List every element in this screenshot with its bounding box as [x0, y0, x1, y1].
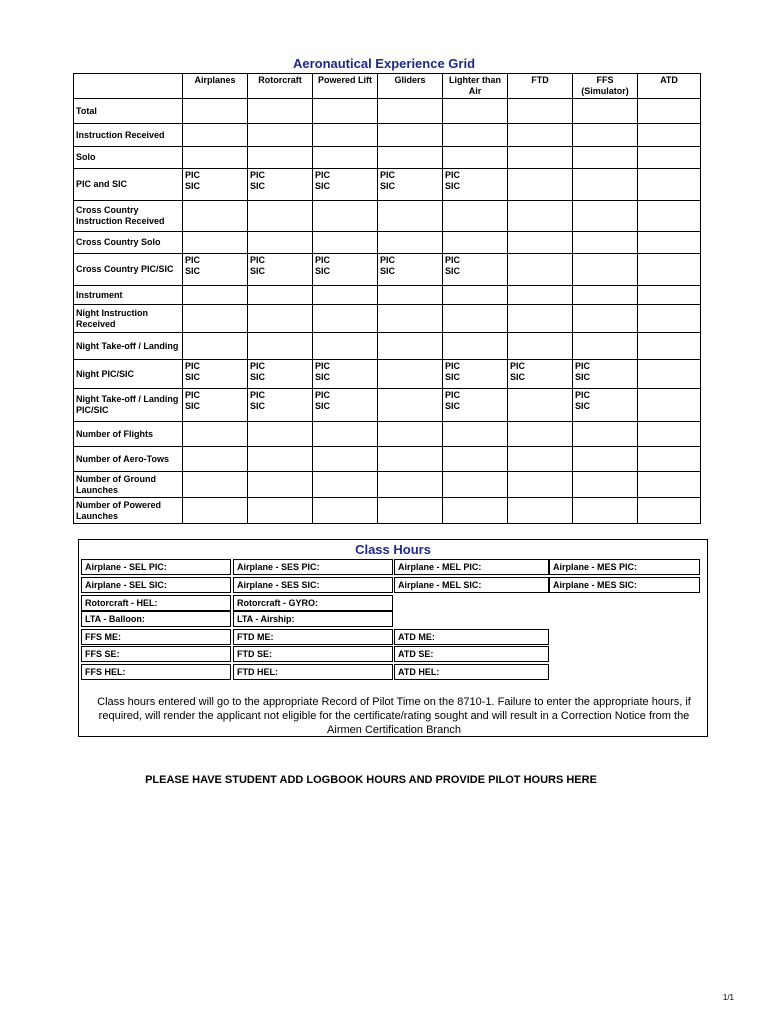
- row-label: Night PIC/SIC: [74, 360, 183, 389]
- logbook-instruction: PLEASE HAVE STUDENT ADD LOGBOOK HOURS AND PROVIDE PILOT HOURS HERE: [145, 774, 597, 786]
- grid-cell[interactable]: [573, 472, 638, 498]
- grid-cell[interactable]: [313, 333, 378, 360]
- cell-marker: PIC: [315, 361, 331, 371]
- cell-marker: SIC: [510, 372, 526, 382]
- aeronautical-experience-grid: [73, 73, 701, 524]
- cell-marker: SIC: [445, 372, 461, 382]
- cell-marker: SIC: [250, 266, 266, 276]
- grid-cell[interactable]: [573, 147, 638, 169]
- cell-marker: PIC: [445, 361, 461, 371]
- field-ftd-me[interactable]: FTD ME:: [233, 629, 393, 645]
- grid-cell[interactable]: [378, 472, 443, 498]
- grid-cell[interactable]: [248, 99, 313, 124]
- field-atd-me[interactable]: ATD ME:: [394, 629, 549, 645]
- grid-cell[interactable]: [248, 472, 313, 498]
- cell-marker: SIC: [380, 266, 396, 276]
- grid-cell[interactable]: [248, 389, 313, 422]
- cell-marker: PIC: [250, 170, 266, 180]
- field-lta-balloon[interactable]: LTA - Balloon:: [81, 611, 231, 627]
- grid-cell[interactable]: [638, 201, 701, 232]
- grid-cell[interactable]: [183, 305, 248, 333]
- field-atd-se[interactable]: ATD SE:: [394, 646, 549, 662]
- grid-cell[interactable]: [313, 201, 378, 232]
- cell-marker: SIC: [185, 266, 201, 276]
- cell-marker: SIC: [445, 266, 461, 276]
- cell-marker: SIC: [250, 181, 266, 191]
- grid-cell[interactable]: [183, 232, 248, 254]
- row-label: PIC and SIC: [74, 169, 183, 201]
- grid-cell[interactable]: [638, 232, 701, 254]
- grid-cell[interactable]: [443, 472, 508, 498]
- grid-cell[interactable]: [378, 498, 443, 524]
- table-row: [74, 286, 701, 305]
- table-row: [74, 422, 701, 447]
- grid-cell[interactable]: [378, 286, 443, 305]
- field-ftd-hel[interactable]: FTD HEL:: [233, 664, 393, 680]
- field-airplane-ses-sic[interactable]: Airplane - SES SIC:: [233, 577, 393, 593]
- cell-marker: PIC: [185, 170, 201, 180]
- field-ffs-se[interactable]: FFS SE:: [81, 646, 231, 662]
- grid-column-header: Gliders: [378, 74, 443, 99]
- row-label: Instruction Received: [74, 124, 183, 147]
- grid-cell[interactable]: [248, 498, 313, 524]
- grid-cell[interactable]: [508, 498, 573, 524]
- grid-cell[interactable]: [183, 254, 248, 286]
- grid-cell[interactable]: [313, 447, 378, 472]
- grid-cell[interactable]: [183, 498, 248, 524]
- grid-cell[interactable]: [183, 447, 248, 472]
- grid-cell[interactable]: [248, 305, 313, 333]
- field-airplane-mes-pic[interactable]: Airplane - MES PIC:: [549, 559, 700, 575]
- grid-cell[interactable]: [378, 254, 443, 286]
- grid-cell[interactable]: [508, 232, 573, 254]
- table-row: [74, 447, 701, 472]
- grid-column-header: Lighter than Air: [443, 74, 508, 99]
- grid-cell[interactable]: [183, 286, 248, 305]
- grid-cell[interactable]: [313, 498, 378, 524]
- grid-cell[interactable]: [183, 201, 248, 232]
- cell-marker: PIC: [510, 361, 526, 371]
- grid-cell[interactable]: [378, 422, 443, 447]
- cell-marker: PIC: [315, 390, 331, 400]
- grid-cell[interactable]: [248, 169, 313, 201]
- cell-marker: PIC: [575, 361, 591, 371]
- cell-marker: PIC: [315, 255, 331, 265]
- field-airplane-ses-pic[interactable]: Airplane - SES PIC:: [233, 559, 393, 575]
- cell-marker: PIC: [575, 390, 591, 400]
- grid-cell[interactable]: [183, 147, 248, 169]
- cell-marker: SIC: [575, 372, 591, 382]
- grid-cell[interactable]: [573, 422, 638, 447]
- grid-cell[interactable]: [248, 232, 313, 254]
- grid-cell[interactable]: [508, 472, 573, 498]
- grid-column-header: ATD: [638, 74, 701, 99]
- row-label: Night Instruction Received: [74, 305, 183, 333]
- grid-cell[interactable]: [248, 286, 313, 305]
- table-row: [74, 147, 701, 169]
- grid-cell[interactable]: [508, 333, 573, 360]
- grid-cell[interactable]: [183, 169, 248, 201]
- row-label: Cross Country Instruction Received: [74, 201, 183, 232]
- cell-marker: PIC: [185, 361, 201, 371]
- grid-cell[interactable]: [443, 232, 508, 254]
- table-row: [74, 169, 701, 201]
- grid-cell[interactable]: [443, 498, 508, 524]
- cell-marker: SIC: [445, 181, 461, 191]
- grid-cell[interactable]: [573, 447, 638, 472]
- cell-marker: SIC: [250, 372, 266, 382]
- grid-cell[interactable]: [508, 422, 573, 447]
- grid-cell[interactable]: [573, 360, 638, 389]
- grid-cell[interactable]: [638, 360, 701, 389]
- grid-cell[interactable]: [443, 99, 508, 124]
- grid-cell[interactable]: [508, 286, 573, 305]
- grid-cell[interactable]: [313, 124, 378, 147]
- grid-cell[interactable]: [508, 360, 573, 389]
- grid-column-header: Powered Lift: [313, 74, 378, 99]
- row-label: Instrument: [74, 286, 183, 305]
- grid-cell[interactable]: [443, 422, 508, 447]
- grid-cell[interactable]: [638, 99, 701, 124]
- cell-marker: SIC: [315, 372, 331, 382]
- page-number: 1/1: [722, 993, 734, 1002]
- table-row: [74, 201, 701, 232]
- grid-cell[interactable]: [313, 422, 378, 447]
- field-ffs-hel[interactable]: FFS HEL:: [81, 664, 231, 680]
- field-atd-hel[interactable]: ATD HEL:: [394, 664, 549, 680]
- grid-cell[interactable]: [638, 286, 701, 305]
- grid-cell[interactable]: [183, 389, 248, 422]
- grid-cell[interactable]: [248, 201, 313, 232]
- cell-marker: PIC: [445, 390, 461, 400]
- row-label: Number of Powered Launches: [74, 498, 183, 524]
- grid-cell[interactable]: [638, 447, 701, 472]
- row-label: Number of Flights: [74, 422, 183, 447]
- grid-cell[interactable]: [378, 305, 443, 333]
- grid-cell[interactable]: [508, 147, 573, 169]
- row-label: Total: [74, 99, 183, 124]
- grid-cell[interactable]: [378, 201, 443, 232]
- cell-marker: SIC: [315, 266, 331, 276]
- grid-cell[interactable]: [508, 447, 573, 472]
- grid-cell[interactable]: [638, 422, 701, 447]
- grid-cell[interactable]: [443, 447, 508, 472]
- grid-cell[interactable]: [638, 472, 701, 498]
- grid-cell[interactable]: [638, 124, 701, 147]
- grid-cell[interactable]: [248, 124, 313, 147]
- grid-cell[interactable]: [443, 254, 508, 286]
- field-ffs-me[interactable]: FFS ME:: [81, 629, 231, 645]
- grid-cell[interactable]: [508, 124, 573, 147]
- cell-marker: PIC: [250, 361, 266, 371]
- table-row: [74, 254, 701, 286]
- table-row: [74, 99, 701, 124]
- grid-column-header: FTD: [508, 74, 573, 99]
- cell-marker: PIC: [185, 255, 201, 265]
- grid-cell[interactable]: [378, 389, 443, 422]
- grid-cell[interactable]: [313, 305, 378, 333]
- grid-cell[interactable]: [638, 389, 701, 422]
- field-lta-airship[interactable]: LTA - Airship:: [233, 611, 393, 627]
- cell-marker: SIC: [380, 181, 396, 191]
- grid-cell[interactable]: [248, 254, 313, 286]
- grid-cell[interactable]: [378, 360, 443, 389]
- field-rotorcraft-gyro[interactable]: Rotorcraft - GYRO:: [233, 595, 393, 611]
- grid-cell[interactable]: [638, 333, 701, 360]
- row-label: Number of Ground Launches: [74, 472, 183, 498]
- grid-cell[interactable]: [443, 305, 508, 333]
- grid-cell[interactable]: [183, 124, 248, 147]
- grid-cell[interactable]: [183, 472, 248, 498]
- grid-cell[interactable]: [443, 360, 508, 389]
- grid-cell[interactable]: [573, 169, 638, 201]
- table-row: [74, 232, 701, 254]
- grid-cell[interactable]: [248, 333, 313, 360]
- row-label: Solo: [74, 147, 183, 169]
- grid-cell[interactable]: [508, 305, 573, 333]
- row-label: Cross Country PIC/SIC: [74, 254, 183, 286]
- grid-cell[interactable]: [313, 254, 378, 286]
- field-airplane-mel-pic[interactable]: Airplane - MEL PIC:: [394, 559, 549, 575]
- grid-cell[interactable]: [638, 169, 701, 201]
- grid-cell[interactable]: [183, 333, 248, 360]
- grid-cell[interactable]: [248, 447, 313, 472]
- grid-cell[interactable]: [378, 333, 443, 360]
- row-label: Number of Aero-Tows: [74, 447, 183, 472]
- class-hours-note: Class hours entered will go to the appropriate Record of Pilot Time on the 8710-1. Failure to enter the appropriate hours, if required, will render the applicant not eligible for the certificate/rating sought and will result in a Correction Notice from the Airmen Certification Branch: [97, 696, 691, 736]
- grid-cell[interactable]: [638, 254, 701, 286]
- cell-marker: PIC: [445, 255, 461, 265]
- table-row: [74, 498, 701, 524]
- grid-column-header: Airplanes: [183, 74, 248, 99]
- cell-marker: SIC: [185, 181, 201, 191]
- cell-marker: SIC: [575, 401, 591, 411]
- table-row: [74, 389, 701, 422]
- field-ftd-se[interactable]: FTD SE:: [233, 646, 393, 662]
- field-rotorcraft-hel[interactable]: Rotorcraft - HEL:: [81, 595, 231, 611]
- cell-marker: PIC: [380, 170, 396, 180]
- grid-cell[interactable]: [443, 286, 508, 305]
- grid-cell[interactable]: [573, 333, 638, 360]
- grid-cell[interactable]: [313, 232, 378, 254]
- table-row: [74, 124, 701, 147]
- grid-cell[interactable]: [573, 124, 638, 147]
- grid-corner-cell: [74, 74, 183, 99]
- row-label: Night Take-off / Landing: [74, 333, 183, 360]
- grid-cell[interactable]: [183, 360, 248, 389]
- cell-marker: SIC: [185, 401, 201, 411]
- class-hours-section: [78, 539, 708, 737]
- grid-cell[interactable]: [313, 147, 378, 169]
- table-row: [74, 333, 701, 360]
- cell-marker: PIC: [380, 255, 396, 265]
- grid-cell[interactable]: [638, 305, 701, 333]
- table-row: [74, 305, 701, 333]
- cell-marker: PIC: [445, 170, 461, 180]
- row-label: Cross Country Solo: [74, 232, 183, 254]
- grid-title: Aeronautical Experience Grid: [292, 56, 476, 71]
- grid-cell[interactable]: [378, 99, 443, 124]
- table-row: [74, 472, 701, 498]
- grid-cell[interactable]: [183, 99, 248, 124]
- grid-cell[interactable]: [313, 389, 378, 422]
- grid-cell[interactable]: [443, 333, 508, 360]
- field-airplane-sel-pic[interactable]: Airplane - SEL PIC:: [81, 559, 231, 575]
- cell-marker: SIC: [445, 401, 461, 411]
- grid-cell[interactable]: [313, 169, 378, 201]
- grid-cell[interactable]: [573, 389, 638, 422]
- grid-cell[interactable]: [573, 305, 638, 333]
- grid-cell[interactable]: [573, 254, 638, 286]
- grid-cell[interactable]: [573, 99, 638, 124]
- table-row: [74, 360, 701, 389]
- field-airplane-sel-sic[interactable]: Airplane - SEL SIC:: [81, 577, 231, 593]
- cell-marker: PIC: [185, 390, 201, 400]
- grid-cell[interactable]: [313, 360, 378, 389]
- grid-cell[interactable]: [378, 447, 443, 472]
- grid-cell[interactable]: [248, 147, 313, 169]
- grid-cell[interactable]: [638, 147, 701, 169]
- grid-cell[interactable]: [508, 201, 573, 232]
- grid-cell[interactable]: [638, 498, 701, 524]
- grid-cell[interactable]: [573, 201, 638, 232]
- grid-cell[interactable]: [378, 124, 443, 147]
- grid-cell[interactable]: [573, 498, 638, 524]
- field-airplane-mel-sic[interactable]: Airplane - MEL SIC:: [394, 577, 549, 593]
- row-label: Night Take-off / Landing PIC/SIC: [74, 389, 183, 422]
- grid-cell[interactable]: [378, 169, 443, 201]
- grid-cell[interactable]: [248, 422, 313, 447]
- grid-cell[interactable]: [508, 254, 573, 286]
- grid-cell[interactable]: [508, 169, 573, 201]
- grid-cell[interactable]: [313, 472, 378, 498]
- grid-cell[interactable]: [443, 169, 508, 201]
- grid-cell[interactable]: [508, 389, 573, 422]
- grid-cell[interactable]: [313, 99, 378, 124]
- grid-cell[interactable]: [443, 201, 508, 232]
- grid-cell[interactable]: [183, 422, 248, 447]
- cell-marker: SIC: [315, 181, 331, 191]
- cell-marker: SIC: [315, 401, 331, 411]
- grid-cell[interactable]: [248, 360, 313, 389]
- cell-marker: PIC: [250, 390, 266, 400]
- class-hours-title: Class Hours: [355, 542, 431, 557]
- field-airplane-mes-sic[interactable]: Airplane - MES SIC:: [549, 577, 700, 593]
- grid-column-header: FFS (Simulator): [573, 74, 638, 99]
- grid-cell[interactable]: [573, 232, 638, 254]
- grid-cell[interactable]: [443, 389, 508, 422]
- grid-cell[interactable]: [443, 147, 508, 169]
- cell-marker: PIC: [250, 255, 266, 265]
- grid-cell[interactable]: [443, 124, 508, 147]
- grid-cell[interactable]: [508, 99, 573, 124]
- cell-marker: SIC: [250, 401, 266, 411]
- grid-column-header: Rotorcraft: [248, 74, 313, 99]
- grid-cell[interactable]: [573, 286, 638, 305]
- cell-marker: PIC: [315, 170, 331, 180]
- cell-marker: SIC: [185, 372, 201, 382]
- grid-cell[interactable]: [378, 232, 443, 254]
- grid-cell[interactable]: [378, 147, 443, 169]
- grid-cell[interactable]: [313, 286, 378, 305]
